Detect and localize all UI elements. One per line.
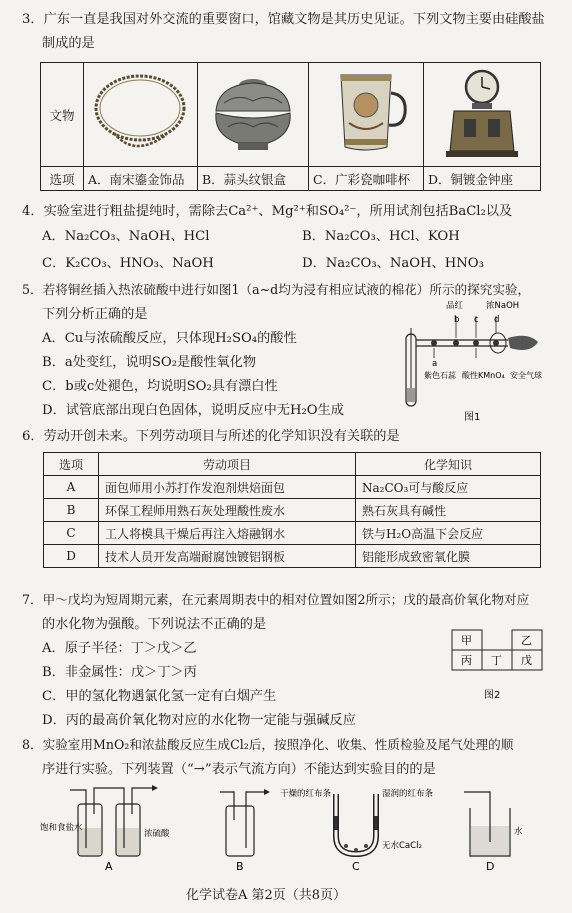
q4-option-d: D．Na₂CO₃、NaOH、HNO₃ [302,256,484,271]
q3-row-label: 文物 [41,63,84,167]
table-row [44,545,541,568]
label-brine: 饱和食盐水 [40,823,83,833]
q6-row-c-option: C [44,522,99,545]
figure-1-caption: 图1 [464,412,481,423]
apparatus-c [280,788,434,873]
q7-option-a: A．原子半径：丁＞戊＞乙 [42,641,197,656]
q6-row-a-labor: 面包师用小苏打作发泡剂烘焙面包 [99,476,356,499]
q3-options-label: 选项 [41,167,84,191]
artifact-d-cell [424,63,541,167]
q7-stem-line2: 的水化物为强酸。下列说法不正确的是 [42,617,267,632]
safety-balloon [508,336,538,350]
q3-stem-line2: 制成的是 [42,36,95,51]
table-row [44,499,541,522]
apparatus-a [40,785,170,873]
cotton-b [453,340,459,346]
cell-jia: 甲 [461,634,472,647]
q6-header-option: 选项 [44,453,99,476]
apparatus-a-label: A [105,860,113,873]
q6-row-c-labor: 工人将模具干燥后再注入熔融钢水 [99,522,356,545]
gold-necklace-icon [84,63,197,163]
label-c: c [474,315,479,325]
label-d: d [494,315,500,325]
label-water: 水 [514,827,523,837]
q3-option-d: D．铜镀金钟座 [424,167,541,191]
q4-option-c: C．K₂CO₃、HNO₃、NaOH [42,256,214,271]
q6-table [43,452,541,568]
q6-row-a-option: A [44,476,99,499]
label-kmno4: 酸性KMnO₄ [462,371,505,380]
apparatus-d [464,792,523,873]
q6-header-knowledge: 化学知识 [356,453,541,476]
cotton-c [473,340,479,346]
q7-option-b: B．非金属性：戊＞丁＞丙 [42,665,197,680]
apparatus-b [220,789,270,873]
label-dry-cloth: 干燥的红布条 [280,789,332,799]
q6-row-a-knowledge: Na₂CO₃可与酸反应 [356,476,541,499]
artifact-c-cell [309,63,424,167]
q6-row-b-knowledge: 熟石灰具有碱性 [356,499,541,522]
q6-row-d-knowledge: 铝能形成致密氧化膜 [356,545,541,568]
q6-stem: 6．劳动开创未来。下列劳动项目与所述的化学知识没有关联的是 [22,429,400,444]
q6-row-d-option: D [44,545,99,568]
label-naoh: 浓NaOH [486,301,520,311]
label-wet-cloth: 湿润的红布条 [382,789,434,799]
q7-option-d: D．丙的最高价氧化物对应的水化物一定能与强碱反应 [42,713,356,728]
label-litmus: 紫色石蕊 [424,371,456,380]
q3-option-c: C．广彩瓷咖啡杯 [309,167,424,191]
artifact-a-cell [84,63,198,167]
q3-option-a: A．南宋鎏金饰品 [84,167,198,191]
apparatus-b-label: B [236,860,244,873]
cell-ding: 丁 [491,654,502,667]
q6-row-b-labor: 环保工程师用熟石灰处理酸性废水 [99,499,356,522]
q8-stem-line2: 序进行实验。下列装置（“→”表示气流方向）不能达到实验目的的是 [42,762,436,777]
table-row [44,476,541,499]
q6-header-labor: 劳动项目 [99,453,356,476]
label-balloon: 安全气球 [510,371,542,380]
gilt-clock-icon [424,63,540,163]
figure-2-periodic-grid [450,628,546,708]
cell-bing: 丙 [461,654,472,667]
cotton-d [493,340,499,346]
cell-yi: 乙 [521,634,532,647]
apparatus-d-label: D [486,860,495,873]
apparatus-c-label: C [352,860,360,873]
q8-apparatus-figure [40,780,540,876]
label-cacl2: 无水CaCl₂ [382,841,422,851]
q5-option-b: B．a处变红，说明SO₂是酸性氧化物 [42,355,257,370]
cell-wu: 戊 [521,654,532,667]
label-a: a [432,359,438,369]
label-b: b [454,315,460,325]
artifact-b-cell [198,63,309,167]
label-h2so4: 浓硫酸 [144,829,170,839]
label-pinhong: 品红 [446,301,464,311]
q3-artifact-table [40,62,541,191]
q7-stem-line1: 7．甲～戊均为短周期元素，在元素周期表中的相对位置如图2所示；戊的最高价氧化物对应 [22,592,530,607]
figure-1-apparatus [398,298,548,426]
page-footer: 化学试卷A 第2页（共8页） [186,888,347,903]
q6-row-c-knowledge: 铁与H₂O高温下会反应 [356,522,541,545]
q5-stem-line2: 下列分析正确的是 [42,307,148,322]
q8-stem-line1: 8．实验室用MnO₂和浓盐酸反应生成Cl₂后，按照净化、收集、性质检验及尾气处理的顺 [22,737,514,752]
q5-option-c: C．b或c处褪色，均说明SO₂具有漂白性 [42,379,278,394]
q3-stem-line1: 3．广东一直是我国对外交流的重要窗口，馆藏文物是其历史见证。下列文物主要由硅酸盐 [22,12,545,27]
figure-2-caption: 图2 [484,690,501,701]
silver-box-icon [198,63,308,163]
cotton-a [431,340,437,346]
porcelain-cup-icon [309,63,423,163]
q5-option-d: D．试管底部出现白色固体，说明反应中无H₂O生成 [42,403,344,418]
q5-stem-line1: 5．若将铜丝插入热浓硫酸中进行如图1（a~d均为浸有相应试液的棉花）所示的探究实验， [22,282,531,297]
table-row [44,522,541,545]
q4-stem: 4．实验室进行粗盐提纯时，需除去Ca²⁺、Mg²⁺和SO₄²⁻，所用试剂包括BaCl₂以及 [22,204,513,219]
q4-option-a: A．Na₂CO₃、NaOH、HCl [42,229,210,244]
q6-row-d-labor: 技术人员开发高端耐腐蚀镀铝钢板 [99,545,356,568]
q7-option-c: C．甲的氢化物遇氯化氢一定有白烟产生 [42,689,277,704]
q5-option-a: A．Cu与浓硫酸反应，只体现H₂SO₄的酸性 [42,331,297,346]
q3-option-b: B．蒜头纹银盒 [198,167,309,191]
q6-row-b-option: B [44,499,99,522]
q4-option-b: B．Na₂CO₃、HCl、KOH [302,229,460,244]
